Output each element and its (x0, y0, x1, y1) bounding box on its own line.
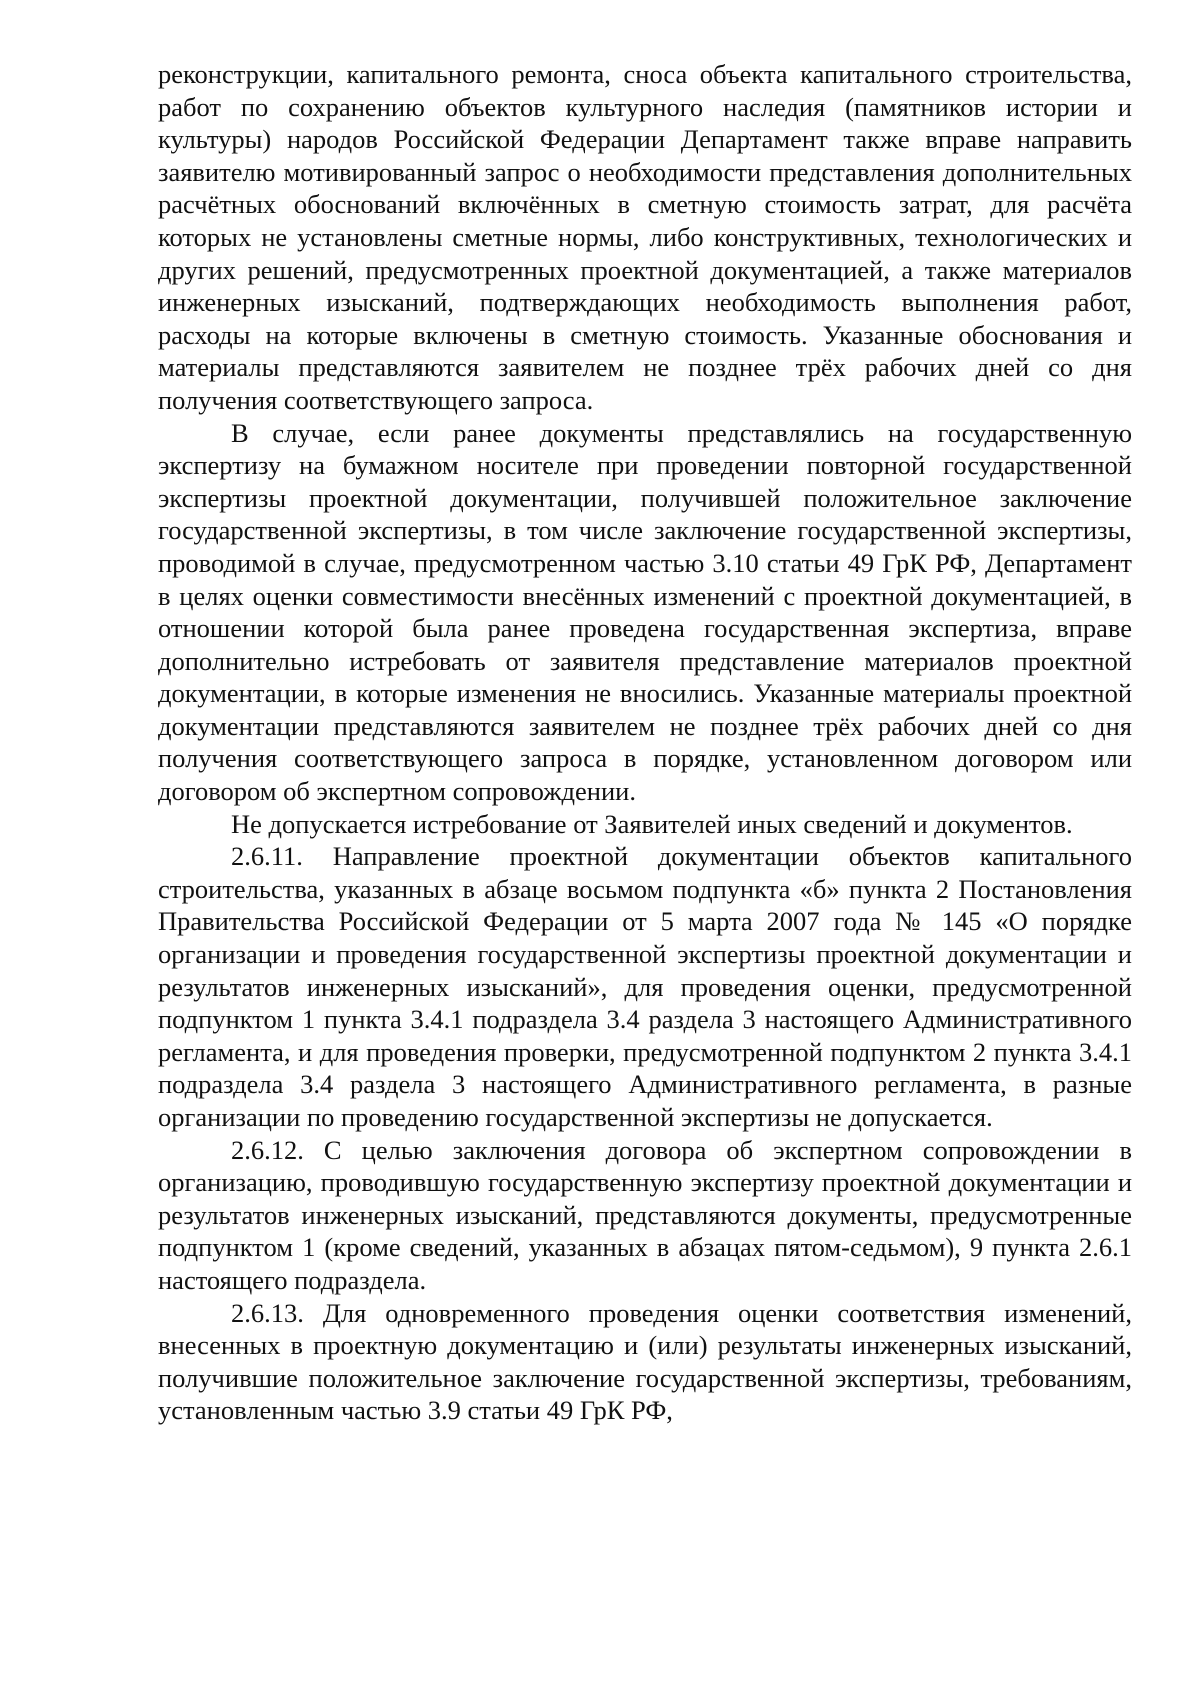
document-body (158, 58, 1132, 1427)
paragraph-request-continuation: реконструкции, капитального ремонта, сноса объекта капитального строительства, работ по сохранению объектов культурного наследия (памятников истории и культуры) народов Российской Федерации Департамент также вправе направить заявителю мотивированный запрос о необходимости представления дополнительных расчётных обоснований включённых в сметную стоимость затрат, для расчёта которых не установлены сметные нормы, либо конструктивных, технологических и других решений, предусмотренных проектной документацией, а также материалов инженерных изысканий, подтверждающих необходимость выполнения работ, расходы на которые включены в сметную стоимость. Указанные обоснования и материалы представляются заявителем не позднее трёх рабочих дней со дня получения соответствующего запроса. (158, 59, 1132, 415)
paragraph-2-6-13: 2.6.13. Для одновременного проведения оценки соответствия изменений, внесенных в проектную документацию и (или) результаты инженерных изысканий, получившие положительное заключение государственной экспертизы, требованиям, установленным частью 3.9 статьи 49 ГрК РФ, (158, 1297, 1132, 1426)
paragraph-paper-expertise: В случае, если ранее документы представлялись на государственную экспертизу на бумажном носителе при проведении повторной государственной экспертизы проектной документации, получившей положительное заключение государственной экспертизы, в том числе заключение государственной экспертизы, проводимой в случае, предусмотренном частью 3.10 статьи 49 ГрК РФ, Департамент в целях оценки совместимости внесённых изменений с проектной документацией, в отношении которой была ранее проведена государственная экспертиза, вправе дополнительно истребовать от заявителя представление материалов проектной документации, в которые изменения не вносились. Указанные материалы проектной документации представляются заявителем не позднее трёх рабочих дней со дня получения соответствующего запроса в порядке, установленном договором или договором об экспертном сопровождении. (158, 417, 1132, 807)
paragraph-2-6-11: 2.6.11. Направление проектной документации объектов капитального строительства, указанных в абзаце восьмом подпункта «б» пункта 2 Постановления Правительства Российской Федерации от 5 марта 2007 года № 145 «О порядке организации и проведения государственной экспертизы проектной документации и результатов инженерных изысканий», для проведения оценки, предусмотренной подпунктом 1 пункта 3.4.1 подраздела 3.4 раздела 3 настоящего Административного регламента, и для проведения проверки, предусмотренной подпунктом 2 пункта 3.4.1 подраздела 3.4 раздела 3 настоящего Административного регламента, в разные организации по проведению государственной экспертизы не допускается. (158, 841, 1132, 1132)
paragraph-no-extra-documents: Не допускается истребование от Заявителей иных сведений и документов. (231, 808, 1073, 839)
paragraph-2-6-12: 2.6.12. С целью заключения договора об экспертном сопровождении в организацию, проводившую государственную экспертизу проектной документации и результатов инженерных изысканий, представляются документы, предусмотренные подпунктом 1 (кроме сведений, указанных в абзацах пятом-седьмом), 9 пункта 2.6.1 настоящего подраздела. (158, 1134, 1132, 1295)
